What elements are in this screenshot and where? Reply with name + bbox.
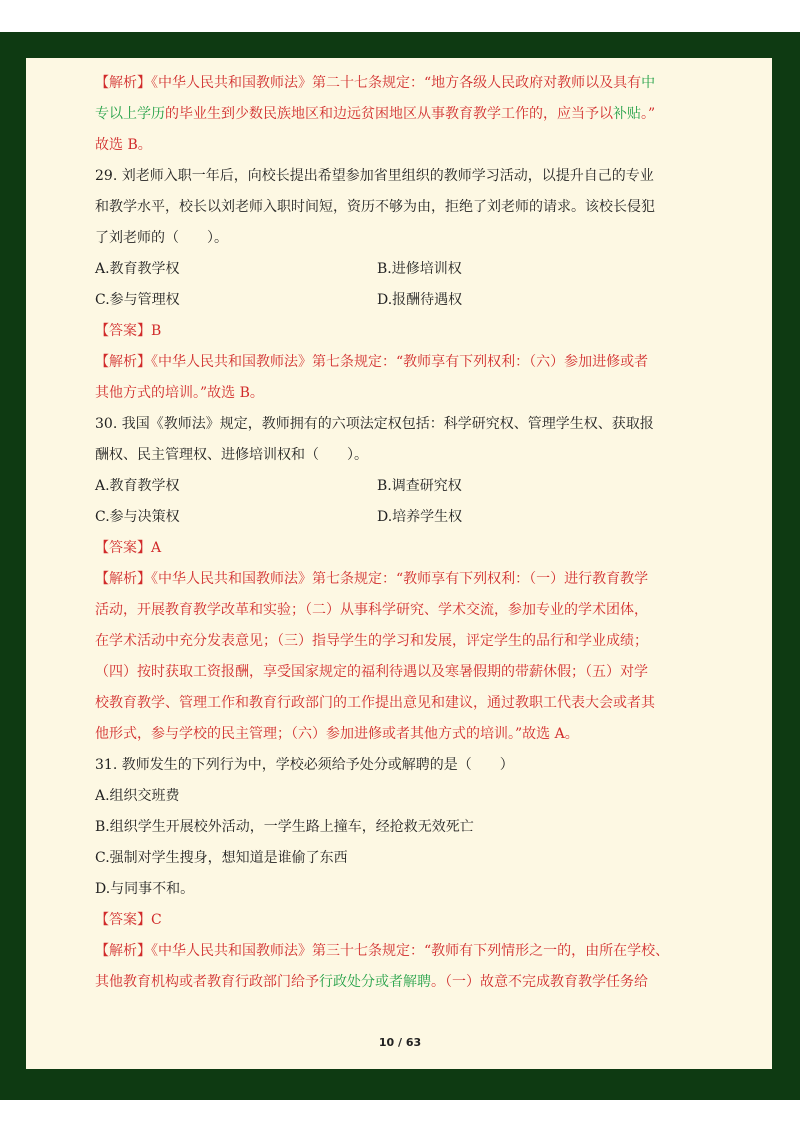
q30-explanation-line: 活动，开展教育教学改革和实验；（二）从事科学研究、学术交流，参加专业的学术团体， — [95, 602, 648, 618]
q30-explanation-line: 他形式，参与学校的民主管理；（六）参加进修或者其他方式的培训。”故选 A。 — [95, 726, 579, 742]
page-content — [95, 68, 687, 998]
q31-explanation-line: 【解析】《中华人民共和国教师法》第三十七条规定：“教师有下列情形之一的，由所在学校、 — [95, 943, 670, 959]
q30-option-a: A.教育教学权 — [95, 478, 180, 494]
q31-option-a: A.组织交班费 — [95, 788, 180, 804]
q31-answer: 【答案】C — [95, 912, 162, 928]
q31-option-b: B.组织学生开展校外活动，一学生路上撞车，经抢救无效死亡 — [95, 819, 474, 835]
q29-option-c: C.参与管理权 — [95, 292, 180, 308]
q28-explanation-line: 【解析】《中华人民共和国教师法》第二十七条规定：“地方各级人民政府对教师以及具有中 — [95, 75, 656, 91]
q30-explanation-line: 【解析】《中华人民共和国教师法》第七条规定：“教师享有下列权利：（一）进行教育教学 — [95, 571, 649, 587]
q31-explanation-line: 其他教育机构或者教育行政部门给予行政处分或者解聘。（一）故意不完成教育教学任务给 — [95, 974, 648, 990]
q29-answer: 【答案】B — [95, 323, 162, 339]
q28-explanation-line: 专以上学历的毕业生到少数民族地区和边远贫困地区从事教育教学工作的，应当予以补贴。” — [95, 106, 656, 122]
q30-option-d: D.培养学生权 — [377, 509, 463, 525]
q29-explanation-line: 【解析】《中华人民共和国教师法》第七条规定：“教师享有下列权利：（六）参加进修或者 — [95, 354, 649, 370]
q30-options-row — [95, 502, 687, 533]
q31-stem: 31. 教师发生的下列行为中，学校必须给予处分或解聘的是（ ） — [95, 757, 514, 773]
q30-explanation-line: 校教育教学、管理工作和教育行政部门的工作提出意见和建议，通过教职工代表大会或者其 — [95, 695, 655, 711]
q30-options-row — [95, 471, 687, 502]
q30-option-b: B.调查研究权 — [377, 478, 462, 494]
q29-explanation-line: 其他方式的培训。”故选 B。 — [95, 385, 264, 401]
q30-stem: 30. 我国《教师法》规定，教师拥有的六项法定权包括：科学研究权、管理学生权、获取报 — [95, 416, 654, 432]
q29-stem: 和教学水平，校长以刘老师入职时间短，资历不够为由，拒绝了刘老师的请求。该校长侵犯 — [95, 199, 655, 215]
q29-stem: 了刘老师的（ ）。 — [95, 230, 228, 246]
q29-option-b: B.进修培训权 — [377, 261, 462, 277]
q30-stem: 酬权、民主管理权、进修培训权和（ ）。 — [95, 447, 368, 463]
q28-explanation-line: 故选 B。 — [95, 137, 152, 153]
q30-explanation-line: 在学术活动中充分发表意见；（三）指导学生的学习和发展，评定学生的品行和学业成绩； — [95, 633, 648, 649]
q29-options-row — [95, 285, 687, 316]
q31-option-d: D.与同事不和。 — [95, 881, 195, 897]
q30-option-c: C.参与决策权 — [95, 509, 180, 525]
q30-answer: 【答案】A — [95, 540, 162, 556]
q31-option-c: C.强制对学生搜身，想知道是谁偷了东西 — [95, 850, 348, 866]
q29-option-d: D.报酬待遇权 — [377, 292, 463, 308]
q29-stem: 29. 刘老师入职一年后，向校长提出希望参加省里组织的教师学习活动，以提升自己的专业 — [95, 168, 654, 184]
q29-options-row — [95, 254, 687, 285]
q29-option-a: A.教育教学权 — [95, 261, 180, 277]
page-number: 10 / 63 — [378, 1036, 422, 1049]
q30-explanation-line: （四）按时获取工资报酬，享受国家规定的福利待遇以及寒暑假期的带薪休假；（五）对学 — [95, 664, 648, 680]
